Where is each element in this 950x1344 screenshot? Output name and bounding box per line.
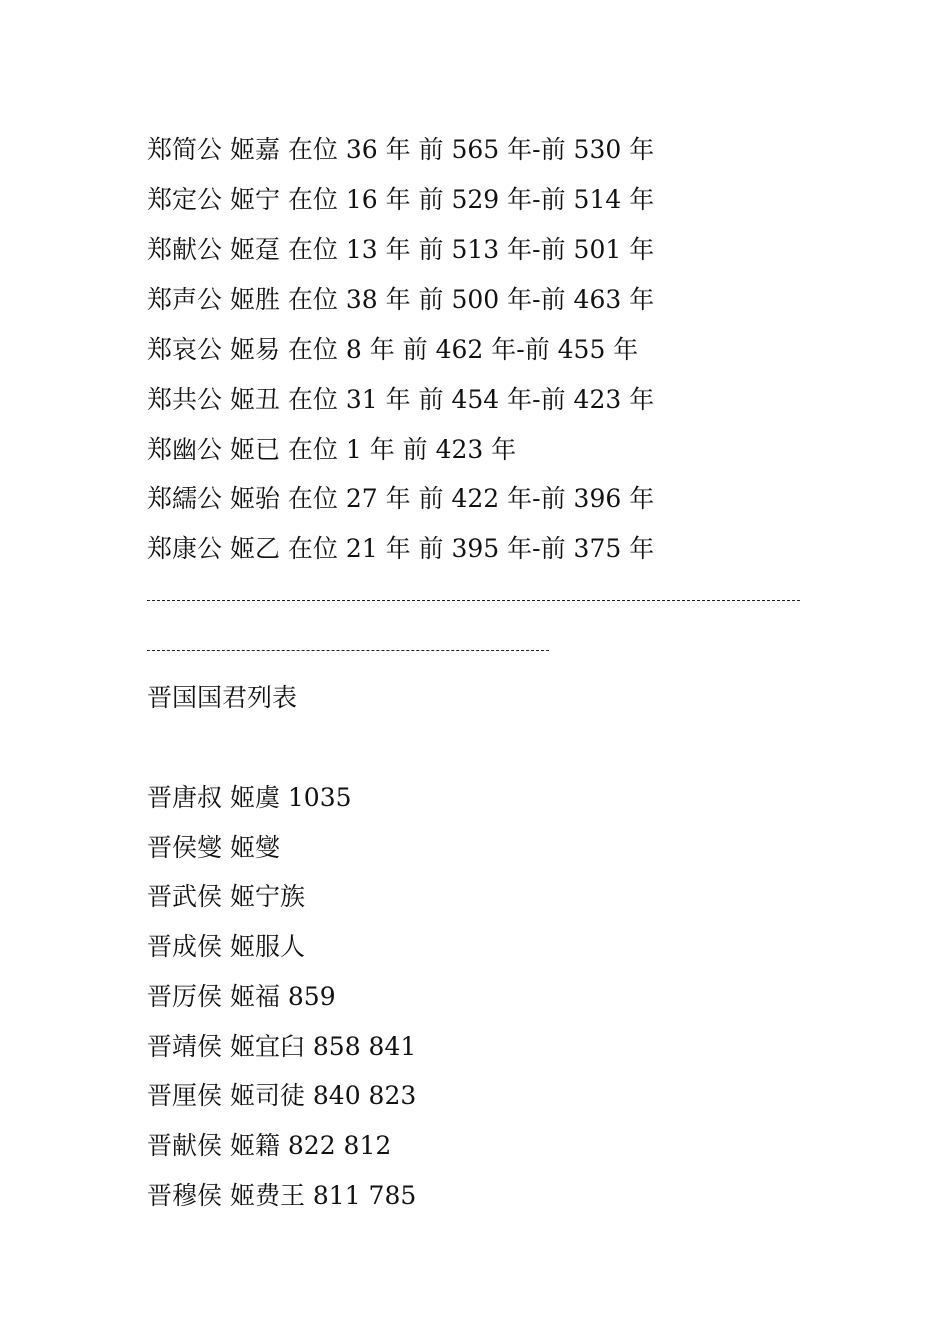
jin-ruler-line: 晋献侯 姬籍 822 812	[147, 1131, 392, 1160]
zheng-ruler-line: 郑哀公 姬易 在位 8 年 前 462 年-前 455 年	[147, 335, 639, 364]
jin-ruler-line: 晋侯燮 姬燮	[147, 833, 280, 862]
zheng-ruler-line: 郑康公 姬乙 在位 21 年 前 395 年-前 375 年	[147, 534, 655, 563]
jin-ruler-line: 晋成侯 姬服人	[147, 932, 305, 961]
zheng-ruler-line: 郑幽公 姬已 在位 1 年 前 423 年	[147, 435, 517, 464]
zheng-ruler-line: 郑定公 姬宁 在位 16 年 前 529 年-前 514 年	[147, 185, 655, 214]
zheng-ruler-line: 郑繻公 姬骀 在位 27 年 前 422 年-前 396 年	[147, 484, 655, 513]
jin-ruler-line: 晋厉侯 姬福 859	[147, 982, 336, 1011]
zheng-ruler-line: 郑共公 姬丑 在位 31 年 前 454 年-前 423 年	[147, 385, 655, 414]
jin-ruler-line: 晋穆侯 姬费王 811 785	[147, 1181, 417, 1210]
jin-ruler-line: 晋武侯 姬宁族	[147, 882, 305, 911]
zheng-ruler-line: 郑简公 姬嘉 在位 36 年 前 565 年-前 530 年	[147, 135, 655, 164]
jin-ruler-line: 晋靖侯 姬宜臼 858 841	[147, 1032, 417, 1061]
jin-ruler-line: 晋厘侯 姬司徒 840 823	[147, 1081, 417, 1110]
dashed-separator	[147, 650, 549, 651]
zheng-ruler-line: 郑献公 姬趸 在位 13 年 前 513 年-前 501 年	[147, 235, 655, 264]
jin-ruler-line: 晋唐叔 姬虞 1035	[147, 783, 352, 812]
section-title: 晋国国君列表	[147, 683, 298, 712]
dashed-separator	[147, 600, 800, 601]
zheng-ruler-line: 郑声公 姬胜 在位 38 年 前 500 年-前 463 年	[147, 285, 655, 314]
